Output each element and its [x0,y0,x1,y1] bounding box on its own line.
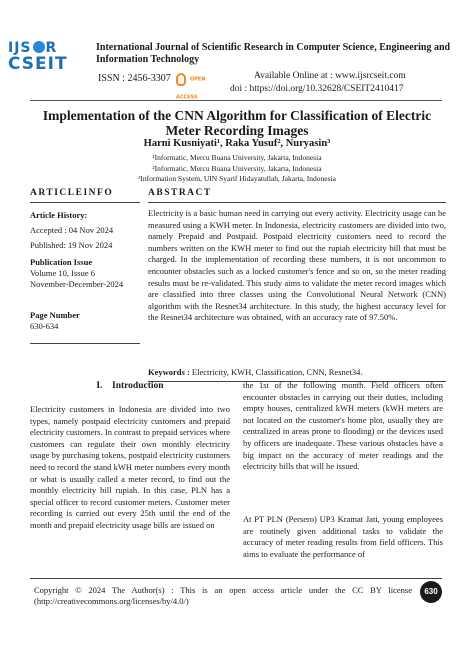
intro-right-column: the 1st of the following month. Field officers often encounter obstacles in carrying out their duties, including empty houses, centralized kWH meters (kWH meters are not located on the customer's home plot, usually they are centralized in areas prone to flooding) or the devices used by officers are inadequate. These various obstacles have a big impact on the accuracy of meter readings and the electricity bills that will be issued. [243,380,443,472]
intro-right-paragraph-2: At PT PLN (Persero) UP3 Kramat Jati, young employees are routinely given additional tasks to validate the accuracy of meter reading results from field officers. This aims to evaluate the performance of [243,514,443,559]
pub-issue-label: Publication Issue [30,257,93,267]
article-info-rule [30,202,140,203]
keywords-label: Keywords : [148,367,190,377]
page-number-label: Page Number [30,310,80,320]
available-online[interactable]: Available Online at : www.ijsrcseit.com [254,71,406,81]
affiliations [0,153,474,185]
journal-header [0,0,474,108]
published-date: Published: 19 Nov 2024 [30,240,113,250]
logo-text-top: IJS [8,40,32,56]
logo-text-bottom: CSEIT [8,54,68,74]
article-info-heading: ARTICLEINFO [30,188,114,198]
doi-link[interactable]: doi : https://doi.org/10.32628/CSEIT2410417 [230,84,404,94]
publication-period: November-December-2024 [30,279,124,289]
accepted-date: Accepted : 04 Nov 2024 [30,225,114,235]
affiliation-1: ¹Informatic, Mercu Buana University, Jakarta, Indonesia [152,153,322,162]
copyright-notice: Copyright © 2024 The Author(s) : This is an open access article under the CC BY license (http://creativecommons.org/licenses/by/4.0/) [34,585,412,606]
open-access-lock-icon [176,73,186,86]
publication-issue [30,257,140,290]
abstract-heading: ABSTRACT [148,188,212,198]
paper-title: Implementation of the CNN Algorithm for Classification of Electric Meter Recording Images [42,108,432,138]
page-range: 630-634 [30,321,59,331]
authors: Harni Kusniyati¹, Raka Yusuf², Nuryasin³ [143,138,331,149]
logo-text-top-suffix: R [45,40,58,56]
header-divider [30,100,442,101]
section-heading-introduction: I. Introduction [96,381,164,391]
article-info-rule-bottom [30,343,140,344]
affiliation-3: ³Information System, UIN Syarif Hidayatullah, Jakarta, Indonesia [138,174,336,183]
journal-title: International Journal of Scientific Research in Computer Science, Engineering and Information Technology [96,42,451,65]
journal-logo [8,40,86,96]
abstract-text: Electricity is a basic human need in carrying out every activity. Electricity usage can be measured using a KWH meter. In Indonesia, electricity customers are divided into two, namely Prepaid and Postpaid. Postpaid electricity customers need to record the numbers written on the KWH meter to find out the rupiah electricity bill that must be charged. In the implementation of recording these numbers, it is not uncommon to encounter obstacles such as a locked customer's fence and so on, so the meter reading results must be re-validated. This study aims to validate the meter record images which are classified into three classes using the Convolutional Neural Network (CNN) algorithm with the Resnet34 architecture. In this study, the highest accuracy level for the Resnet34 architecture was obtained, with an accuracy rate of 97.50%. [148,208,446,323]
volume-issue: Volume 10, Issue 6 [30,268,96,278]
footer-divider [30,578,442,579]
keywords [148,367,446,377]
affiliation-2: ²Informatic, Mercu Buana University, Jakarta, Indonesia [152,163,322,173]
open-access-badge [176,70,216,101]
keywords-list: Electricity, KWH, Classification, CNN, Resnet34. [191,367,363,377]
abstract-rule-top [148,202,446,203]
intro-left-column: Electricity customers in Indonesia are divided into two types, namely postpaid electricity customers and prepaid electricity customers. In contrast to prepaid services where customers can regulate their own monthly electricity usage by purchasing tokens, postpaid electricity customers need to record the stand kWH meter numbers every month or what is usually called a meter record, to find out the monthly electricity bill rupiah. In this case, PLN has a special officer to record customer meters. Customer meter recording is carried out every 25th until the end of the month and prepaid electricity usage bills are issued on [30,404,230,530]
open-access-label: OPEN ACCESS [176,76,206,101]
page-number-block [30,310,140,332]
history-label: Article History: [30,210,88,220]
globe-icon [33,41,45,53]
issn: ISSN : 2456-3307 [98,73,171,84]
article-history [30,210,140,251]
page-number-badge: 630 [420,581,442,603]
